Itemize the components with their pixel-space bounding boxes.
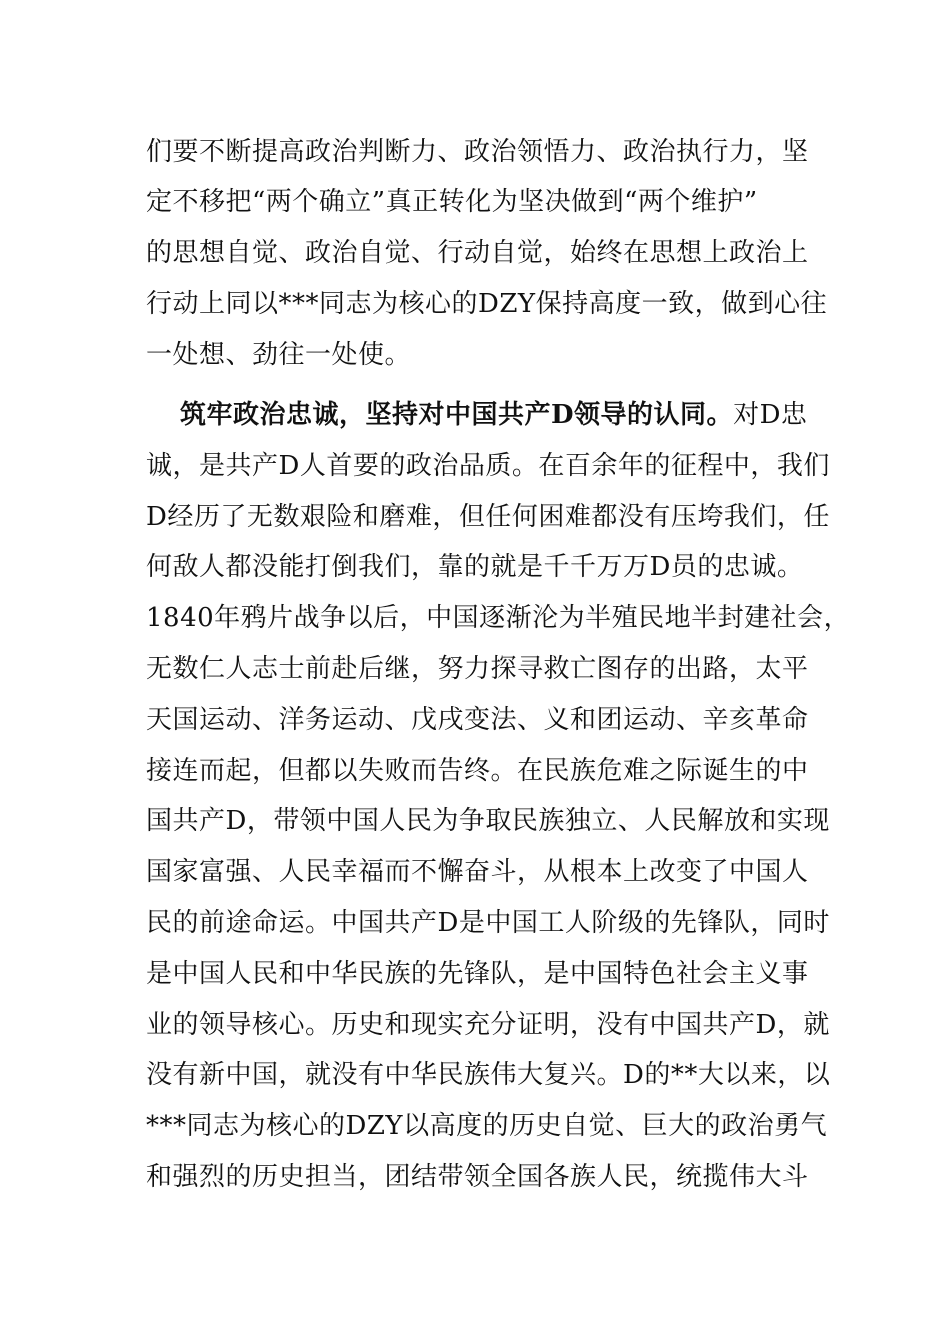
paragraph-2-line-12: 是中国人民和中华民族的先锋队，是中国特色社会主义事 [146, 959, 809, 989]
paragraph-2-line-1 [180, 395, 807, 435]
paragraph-1-line-5: 一处想、劲往一处使。 [146, 340, 412, 370]
paragraph-2-line-5: 1840年鸦片战争以后，中国逐渐沦为半殖民地半封建社会， [146, 603, 851, 633]
paragraph-2-heading: 筑牢政治忠诚，坚持对中国共产D领导的认同。 [180, 400, 734, 430]
paragraph-2-line-16: 和强烈的历史担当，团结带领全国各族人民，统揽伟大斗 [146, 1162, 809, 1192]
paragraph-2-line-13: 业的领导核心。历史和现实充分证明，没有中国共产D，就 [146, 1010, 830, 1040]
paragraph-2-line-6: 无数仁人志士前赴后继，努力探寻救亡图存的出路，太平 [146, 654, 809, 684]
paragraph-2-line-15: ***同志为核心的DZY以高度的历史自觉、巨大的政治勇气 [146, 1111, 828, 1141]
paragraph-2-line-3: D经历了无数艰险和磨难，但任何困难都没有压垮我们，任 [146, 502, 830, 532]
paragraph-2-line-4: 何敌人都没能打倒我们，靠的就是千千万万D员的忠诚。 [146, 552, 804, 582]
paragraph-1-line-1: 们要不断提高政治判断力、政治领悟力、政治执行力，坚 [146, 137, 809, 167]
paragraph-2-line-10: 国家富强、人民幸福而不懈奋斗，从根本上改变了中国人 [146, 857, 809, 887]
paragraph-2-line-7: 天国运动、洋务运动、戊戌变法、义和团运动、辛亥革命 [146, 705, 809, 735]
paragraph-1-line-3: 的思想自觉、政治自觉、行动自觉，始终在思想上政治上 [146, 238, 809, 268]
paragraph-2-line-9: 国共产D，带领中国人民为争取民族独立、人民解放和实现 [146, 806, 830, 836]
paragraph-2-first-line-rest: 对D忠 [733, 400, 808, 430]
paragraph-1-line-4: 行动上同以***同志为核心的DZY保持高度一致，做到心往 [146, 289, 828, 319]
paragraph-2-line-14: 没有新中国，就没有中华民族伟大复兴。D的**大以来，以 [146, 1060, 831, 1090]
paragraph-2-line-8: 接连而起，但都以失败而告终。在民族危难之际诞生的中 [146, 756, 809, 786]
paragraph-2-line-2: 诚，是共产D人首要的政治品质。在百余年的征程中，我们 [146, 451, 830, 481]
paragraph-1-line-2: 定不移把“两个确立”真正转化为坚决做到“两个维护” [146, 187, 758, 217]
paragraph-2-line-11: 民的前途命运。中国共产D是中国工人阶级的先锋队，同时 [146, 908, 830, 938]
